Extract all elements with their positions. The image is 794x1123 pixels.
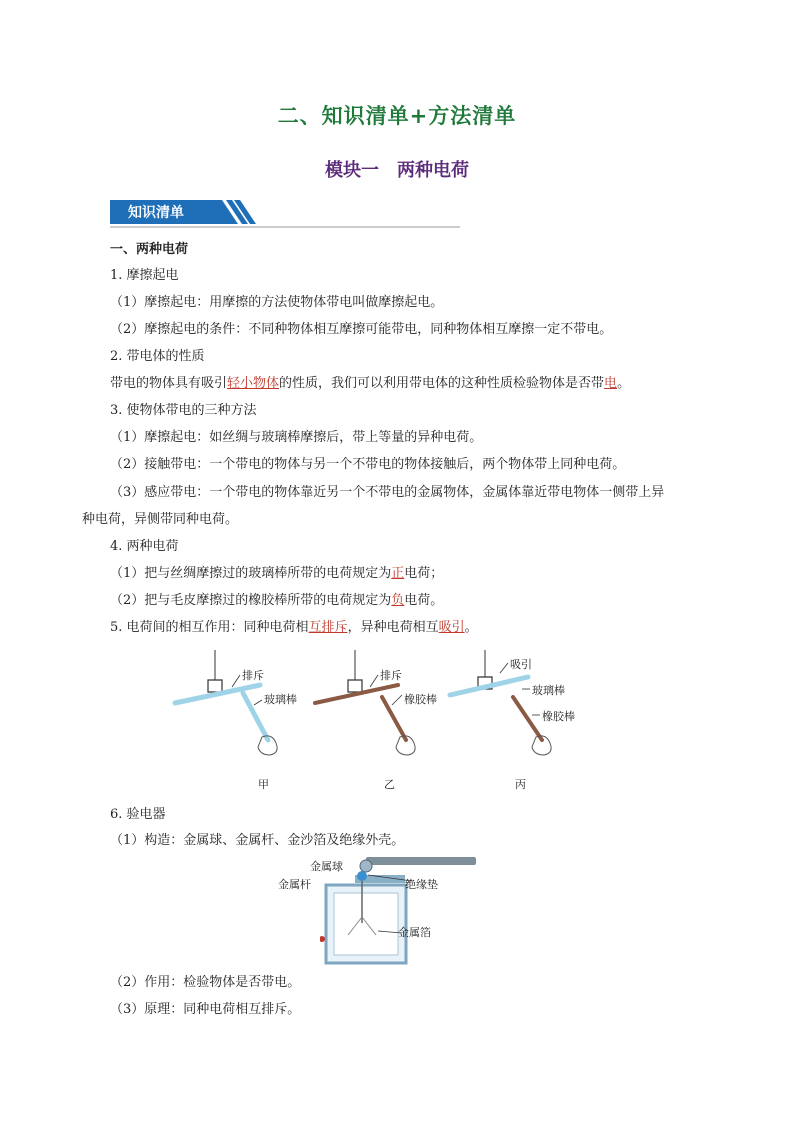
caption-jia: 甲 [258, 778, 269, 791]
section-heading: 一、两种电荷 [110, 242, 189, 257]
bing-attract-label: 吸引 [510, 658, 532, 671]
p3-c1: （3）感应带电：一个带电的物体靠近另一个不带电的金属物体，金属体靠近带电物体一侧带上异 [110, 485, 665, 500]
p4-b: （2）把与毛皮摩擦过的橡胶棒所带的电荷规定为负电荷。 [110, 593, 444, 608]
caption-yi: 乙 [384, 778, 395, 791]
p6-a: （1）构造：金属球、金属杆、金沙箔及绝缘外壳。 [110, 833, 405, 848]
p6-c: （3）原理：同种电荷相互排斥。 [110, 1002, 301, 1017]
p3-a: （1）摩擦起电：如丝绸与玻璃棒摩擦后，带上等量的异种电荷。 [110, 430, 483, 445]
banner-label: 知识清单 [128, 205, 184, 221]
p4-title: 4. 两种电荷 [110, 539, 179, 554]
yi-repel-label: 排斥 [380, 669, 402, 682]
p2-title: 2. 带电体的性质 [110, 349, 205, 364]
p1-title: 1. 摩擦起电 [110, 268, 179, 283]
p1-b: （2）摩擦起电的条件：不同种物体相互摩擦可能带电，同种物体相互摩擦一定不带电。 [110, 322, 613, 337]
yi-rubber-label: 橡胶棒 [404, 693, 437, 706]
ball-label: 金属球 [310, 860, 343, 873]
electroscope-figure [320, 855, 510, 967]
p2-body: 带电的物体具有吸引轻小物体的性质，我们可以利用带电体的这种性质检验物体是否带电。 [110, 376, 631, 391]
rod-label: 金属杆 [278, 878, 311, 891]
p6-b: （2）作用：检验物体是否带电。 [110, 975, 301, 990]
p4-a: （1）把与丝绸摩擦过的玻璃棒所带的电荷规定为正电荷； [110, 566, 444, 581]
caption-bing: 丙 [515, 778, 526, 791]
jia-repel-label: 排斥 [242, 669, 264, 682]
p3-c2: 种电荷，异侧带同种电荷。 [82, 512, 239, 527]
p1-a: （1）摩擦起电：用摩擦的方法使物体带电叫做摩擦起电。 [110, 295, 444, 310]
bing-rubber-label: 橡胶棒 [542, 710, 575, 723]
jia-glass-label: 玻璃棒 [264, 693, 297, 706]
p5: 5. 电荷间的相互作用：同种电荷相互排斥，异种电荷相互吸引。 [110, 620, 478, 635]
module-title: 模块一 两种电荷 [325, 160, 469, 181]
page-title: 二、知识清单+方法清单 [277, 104, 517, 128]
p6-title: 6. 验电器 [110, 807, 166, 822]
pad-label: 绝缘垫 [405, 878, 438, 891]
bing-glass-label: 玻璃棒 [532, 684, 565, 697]
p3-title: 3. 使物体带电的三种方法 [110, 403, 257, 418]
foil-label: 金属箔 [398, 926, 431, 939]
p3-b: （2）接触带电：一个带电的物体与另一个不带电的物体接触后，两个物体带上同种电荷。 [110, 457, 626, 472]
